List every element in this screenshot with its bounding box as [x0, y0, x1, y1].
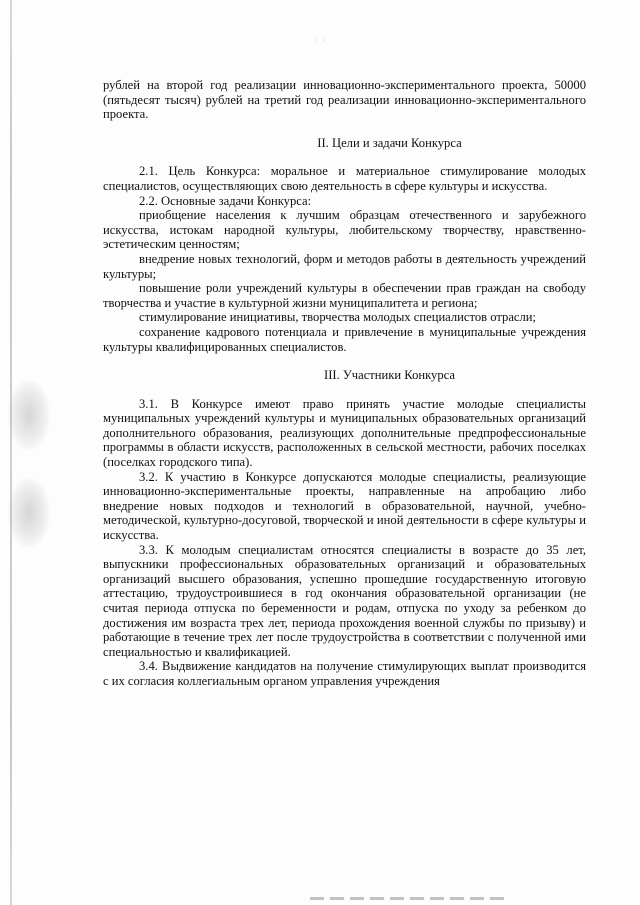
task-item: стимулирование инициативы, творчества молодых специалистов отрасли;: [139, 310, 537, 325]
task-item: внедрение новых технологий, форм и методов работы в деятельность учреждений культуры;: [103, 251, 586, 281]
section-3-3: 3.3. К молодым специалистам относятся специалисты в возрасте до 35 лет, выпускники профессиональных образовательных организаций и образовательных организаций высшего образования, успешно прошедшие государственную итоговую аттестацию, трудоустроившиеся в год окончания образовательной организации (не считая периода отпуска по беременности и родам, отпуска по уходу за ребенком до достижения им возраста трех лет, периода прохождения военной службы по призыву) и работающие в течение трех лет после трудоустройства в соответствии с полученной ими специальностью и квалификацией.: [103, 542, 586, 659]
punch-hole-mark: [8, 380, 50, 450]
document-body: [103, 78, 586, 689]
task-item: повышение роли учреждений культуры в обеспечении прав граждан на свободу творчества и участие в культурной жизни муниципалитета и региона;: [103, 281, 586, 310]
section-2-heading: II. Цели и задачи Конкурса: [317, 135, 462, 150]
punch-hole-mark: [8, 478, 50, 548]
scan-speck: · ·: [314, 36, 328, 45]
section-2-1: 2.1. Цель Конкурса: моральное и материальное стимулирование молодых специалистов, осуществляющих свою деятельность в сфере культуры и искусства.: [103, 164, 586, 193]
intro-paragraph: рублей на второй год реализации инновационно-экспериментального проекта, 50000 (пятьдесят тысяч) рублей на третий год реализации инновационно-экспериментального проекта.: [103, 78, 586, 122]
section-3-heading: III. Участники Конкурса: [324, 368, 455, 383]
section-3-4: 3.4. Выдвижение кандидатов на получение стимулирующих выплат производится с их согласия коллегиальным органом управления учреждения: [103, 659, 586, 688]
section-3-2: 3.2. К участию в Конкурсе допускаются молодые специалисты, реализующие инновационно-экспериментальные проекты, направленные на апробацию либо внедрение новых подходов и технологий в образовательной, научной, учебно-методической, культурно-досуговой, творческой и иной деятельности в сфере культуры и искусства.: [103, 469, 586, 543]
task-item: приобщение населения к лучшим образцам отечественного и зарубежного искусства, истокам народной культуры, любительскому творчеству, нравственно-эстетическим ценностям;: [103, 208, 586, 252]
scan-left-edge: [10, 0, 12, 905]
scan-bottom-artifact: [310, 897, 510, 900]
task-item: сохранение кадрового потенциала и привлечение в муниципальные учреждения культуры квалифицированных специалистов.: [103, 324, 586, 354]
section-2-2: 2.2. Основные задачи Конкурса:: [139, 193, 312, 208]
section-3-1: 3.1. В Конкурсе имеют право принять участие молодые специалисты муниципальных учреждений культуры и муниципальных образовательных организаций дополнительного образования, реализующих дополнительные предпрофессиональные программы в области искусств, расположенных в сельской местности, рабочих поселках (поселках городского типа).: [103, 396, 586, 470]
